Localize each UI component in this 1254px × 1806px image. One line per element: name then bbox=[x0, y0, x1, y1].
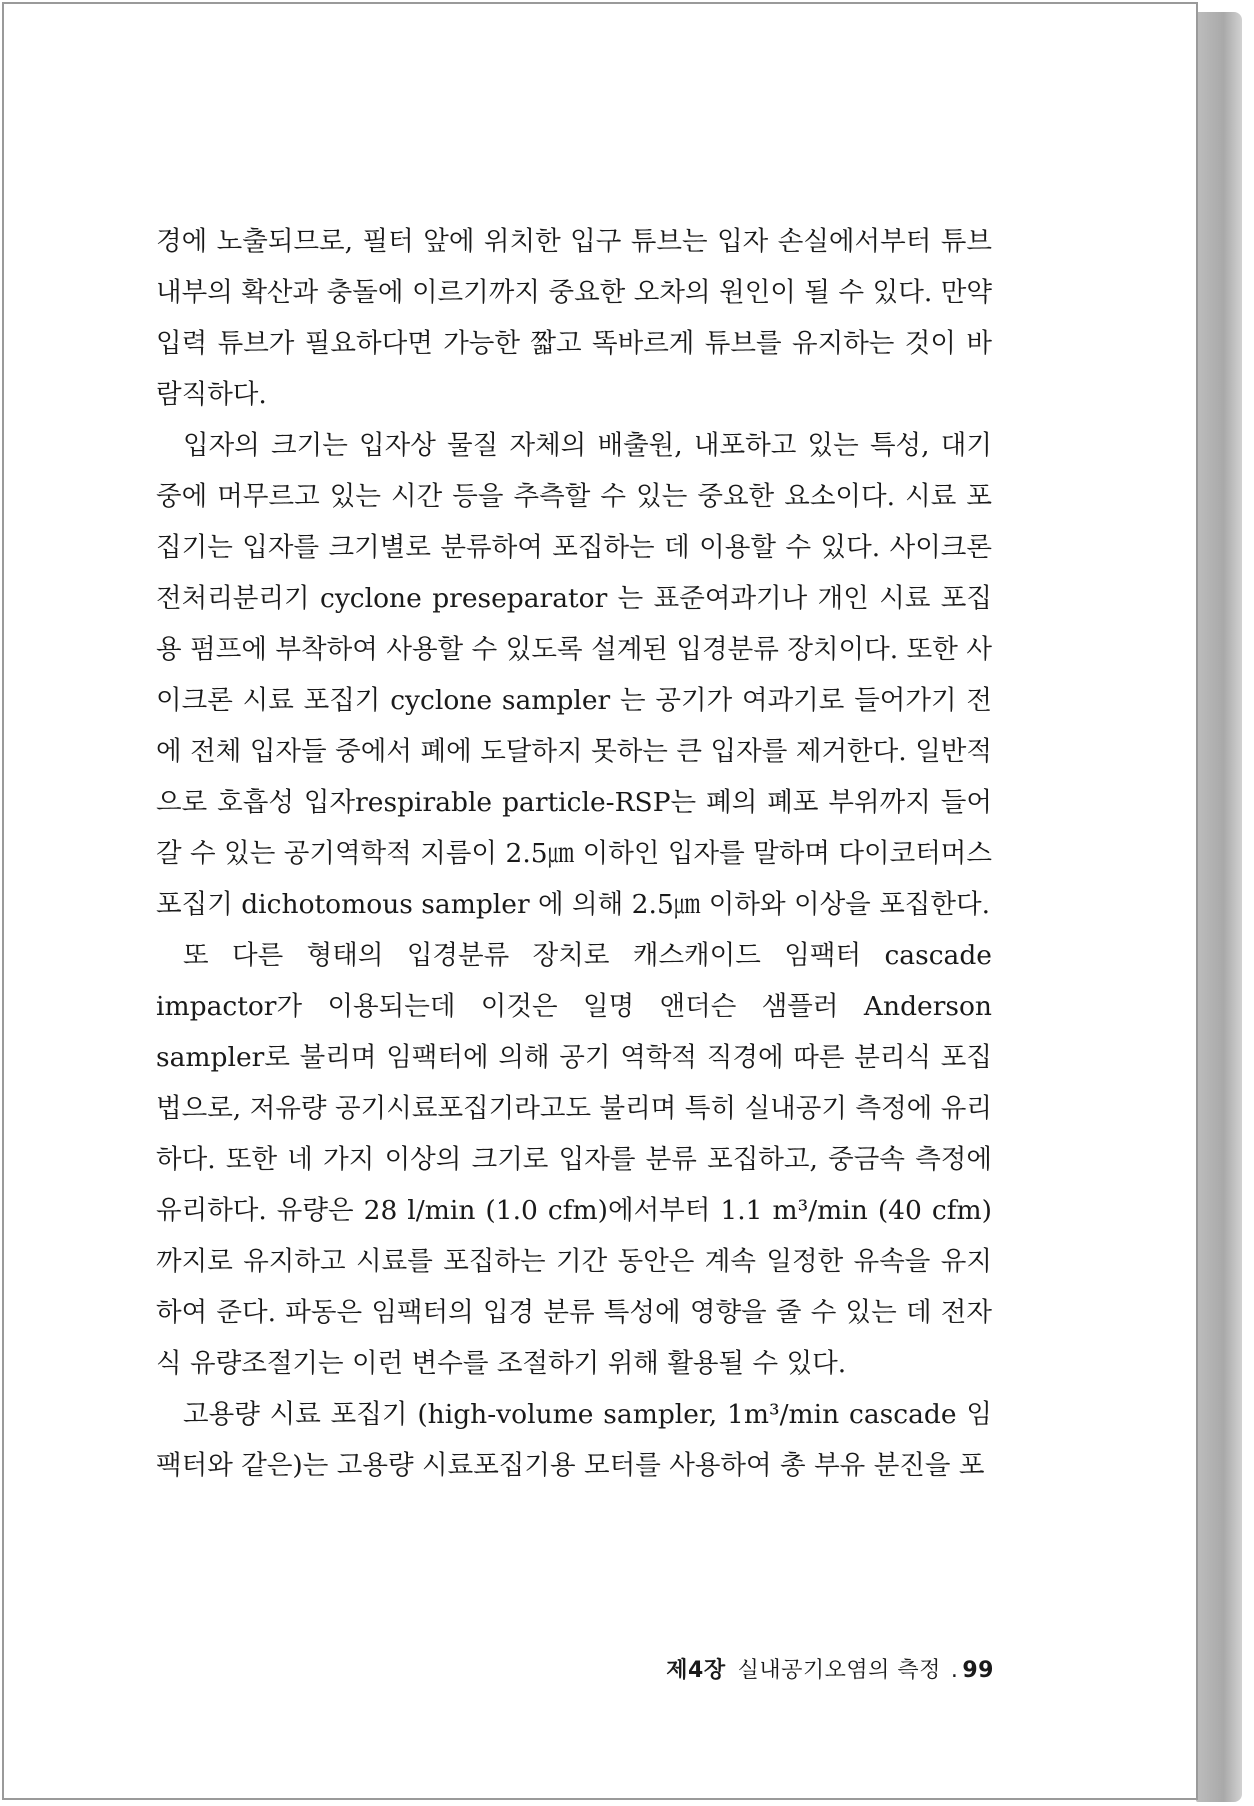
paragraph-3: 또 다른 형태의 입경분류 장치로 캐스캐이드 임팩터 cascade impactor가 이용되는데 이것은 일명 앤더슨 샘플러 Anderson sampler로 불리며 임팩터에 의해 공기 역학적 직경에 따른 분리식 포집법으로, 저유량 공기시료포집기라고도 불리며 특히 실내공기 측정에 유리하다. 또한 네 가지 이상의 크기로 입자를 분류 포집하고, 중금속 측정에 유리하다. 유량은 28 l/min (1.0 cfm)에서부터 1.1 m³/min (40 cfm)까지로 유지하고 시료를 포집하는 기간 동안은 계속 일정한 유속을 유지하여 준다. 파동은 임팩터의 입경 분류 특성에 영향을 줄 수 있는 데 전자식 유량조절기는 이런 변수를 조절하기 위해 활용될 수 있다. bbox=[156, 940, 992, 1379]
book-page bbox=[2, 2, 1198, 1800]
footer-chapter: 제4장 bbox=[666, 1658, 726, 1683]
paragraph-2: 입자의 크기는 입자상 물질 자체의 배출원, 내포하고 있는 특성, 대기 중에 머무르고 있는 시간 등을 추측할 수 있는 중요한 요소이다. 시료 포집기는 입자를 크기별로 분류하여 포집하는 데 이용할 수 있다. 사이크론 전처리분리기 cyclone preseparator 는 표준여과기나 개인 시료 포집용 펌프에 부착하여 사용할 수 있도록 설계된 입경분류 장치이다. 또한 사이크론 시료 포집기 cyclone sampler 는 공기가 여과기로 들어가기 전에 전체 입자들 중에서 폐에 도달하지 못하는 큰 입자를 제거한다. 일반적으로 호흡성 입자respirable particle-RSP는 폐의 폐포 부위까지 들어갈 수 있는 공기역학적 지름이 2.5㎛ 이하인 입자를 말하며 다이코터머스 포집기 dichotomous sampler 에 의해 2.5㎛ 이하와 이상을 포집한다. bbox=[156, 430, 992, 920]
page-number: 99 bbox=[962, 1658, 994, 1683]
running-footer bbox=[614, 1653, 994, 1684]
footer-separator: . bbox=[950, 1658, 959, 1683]
body-text bbox=[156, 216, 992, 1491]
paragraph-1: 경에 노출되므로, 필터 앞에 위치한 입구 튜브는 입자 손실에서부터 튜브 내부의 확산과 충돌에 이르기까지 중요한 오차의 원인이 될 수 있다. 만약 입력 튜브가 필요하다면 가능한 짧고 똑바르게 튜브를 유지하는 것이 바람직하다. bbox=[156, 226, 992, 410]
page-stack-edge bbox=[1196, 12, 1242, 1802]
paragraph-4: 고용량 시료 포집기 (high-volume sampler, 1m³/min cascade 임팩터와 같은)는 고용량 시료포집기용 모터를 사용하여 총 부유 분진을 포 bbox=[156, 1399, 992, 1481]
footer-title: 실내공기오염의 측정 bbox=[737, 1658, 941, 1683]
